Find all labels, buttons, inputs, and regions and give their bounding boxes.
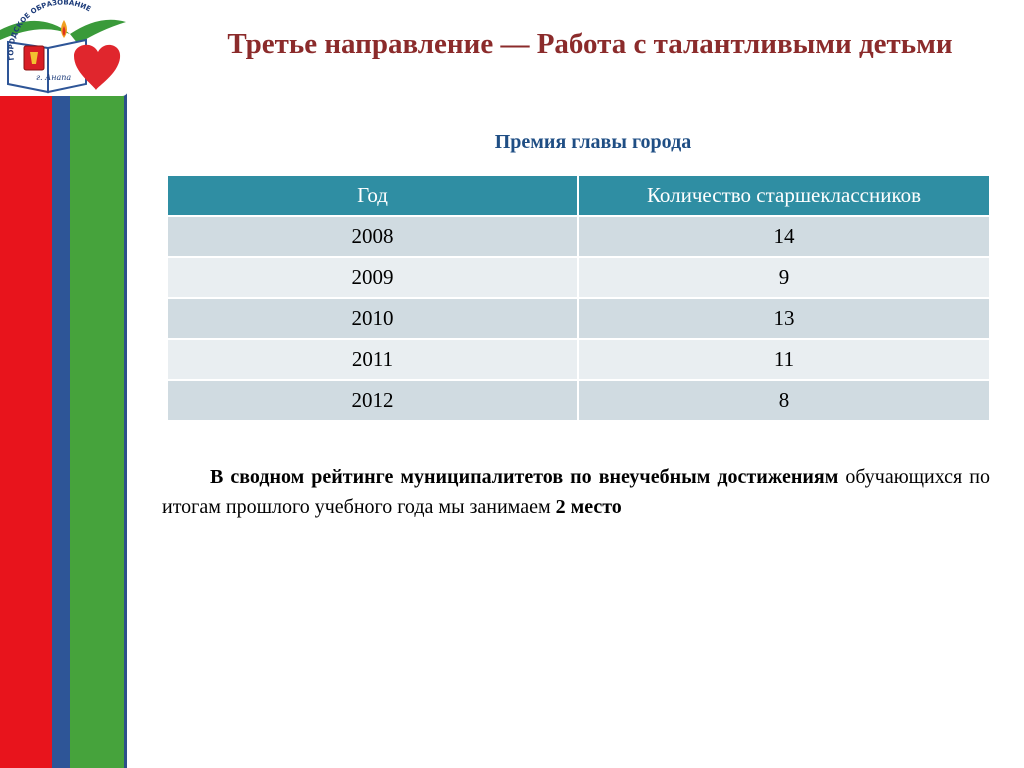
table-row — [168, 380, 989, 420]
stripe-blue — [52, 0, 70, 768]
year-cell: 2008 — [168, 216, 578, 257]
year-cell: 2010 — [168, 298, 578, 339]
year-cell: 2009 — [168, 257, 578, 298]
slide-subtitle: Премия главы города — [494, 131, 692, 153]
slide-title: Третье направление — Работа с талантливыми детьми — [227, 28, 953, 60]
count-cell: 9 — [578, 257, 989, 298]
year-cell: 2012 — [168, 380, 578, 420]
table-header-row — [168, 176, 989, 216]
rating-paragraph — [162, 462, 990, 522]
city-emblem-icon — [0, 0, 128, 96]
count-cell: 11 — [578, 339, 989, 380]
count-cell: 8 — [578, 380, 989, 420]
table-row — [168, 216, 989, 257]
year-cell: 2011 — [168, 339, 578, 380]
stripe-green — [70, 0, 124, 768]
table-row — [168, 257, 989, 298]
awards-table — [168, 176, 989, 420]
count-cell: 13 — [578, 298, 989, 339]
paragraph-bold-start: В сводном рейтинге муниципалитетов по внеучебным достижениям — [210, 466, 839, 488]
paragraph-bold-end: 2 место — [555, 496, 622, 518]
emblem-arc-text: ГОРОДСКОЕ ОБРАЗОВАНИЕ — [7, 0, 93, 61]
paragraph-middle: обучающихся по итогам прошлого учебного года мы занимаем — [162, 466, 990, 518]
header-count: Количество старшеклассников — [578, 176, 989, 216]
stripe-red — [0, 0, 52, 768]
count-cell: 14 — [578, 216, 989, 257]
header-year: Год — [168, 176, 578, 216]
emblem-city-text: г. Анапа — [36, 73, 72, 82]
table-row — [168, 339, 989, 380]
table-row — [168, 298, 989, 339]
stripe-edge — [124, 0, 127, 768]
